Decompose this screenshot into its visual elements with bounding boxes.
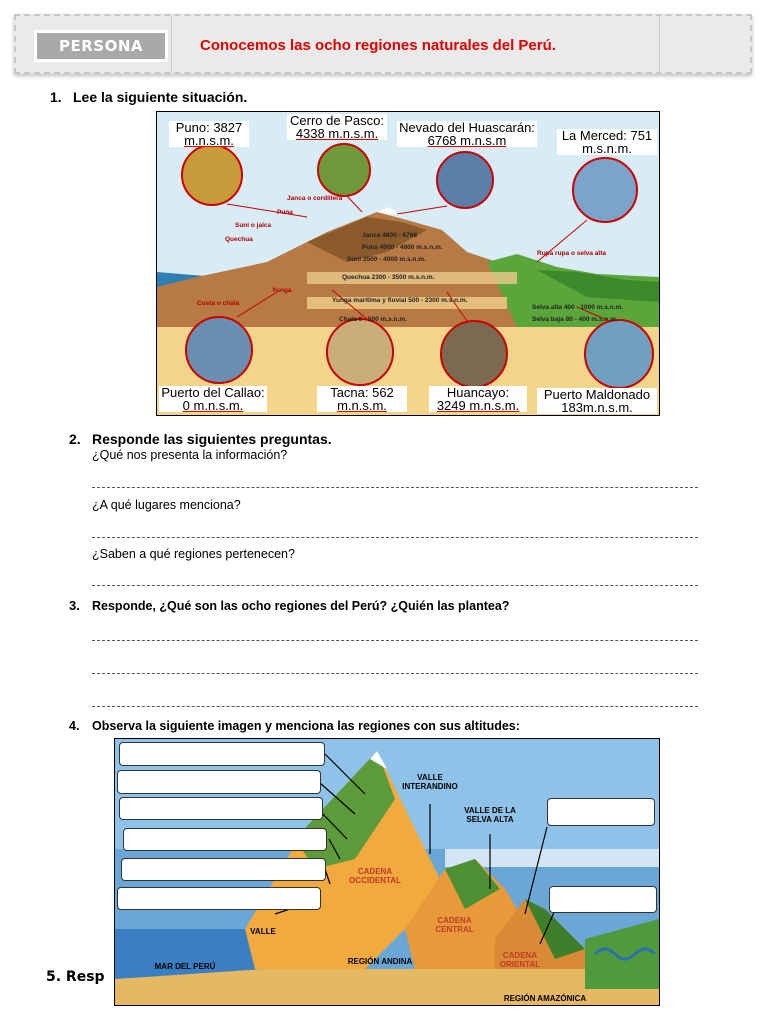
label-valle-interandino: VALLE INTERANDINO <box>402 773 458 791</box>
region-label-rupa-rupa: Rupa rupa o selva alta <box>537 250 606 257</box>
region-label-suni: Suni o jalca <box>235 222 272 229</box>
label-huascaran: Nevado del Huascarán: 6768 m.n.s.m <box>397 121 537 147</box>
answer-line[interactable] <box>92 487 698 488</box>
header-divider <box>659 16 660 72</box>
zone-chala: Chala 0 - 500 m.s.n.m. <box>339 316 407 323</box>
question-4-number: 4. <box>69 719 80 733</box>
answer-line[interactable] <box>92 640 698 641</box>
page-title: Conocemos las ocho regiones naturales del Perú. <box>200 37 556 54</box>
label-valle-selva-alta: VALLE DE LA SELVA ALTA <box>464 806 516 824</box>
question-3-text: Responde, ¿Qué son las ocho regiones del Perú? ¿Quién las plantea? <box>92 599 510 613</box>
answer-box-2[interactable] <box>117 770 321 794</box>
label-tacna: Tacna: 562 m.n.s.m. <box>317 386 407 412</box>
region-label-janca: Janca o cordillera <box>287 195 343 202</box>
label-puerto-maldonado: Puerto Maldonado 183m.n.s.m. <box>537 388 657 414</box>
label-cadena-central: CADENA CENTRAL <box>435 916 474 934</box>
question-1-text: Lee la siguiente situación. <box>73 89 248 105</box>
answer-box-6[interactable] <box>117 887 321 910</box>
region-label-puna: Puna <box>277 209 293 216</box>
zone-selva-alta: Selva alta 400 - 1000 m.s.n.m. <box>532 304 624 311</box>
persona-tag: PERSONA <box>34 30 168 62</box>
answer-line[interactable] <box>92 673 698 674</box>
question-2-sub-3: ¿Saben a qué regiones pertenecen? <box>92 547 295 561</box>
answer-box-5[interactable] <box>121 858 326 881</box>
question-2-sub-1: ¿Qué nos presenta la información? <box>92 448 288 462</box>
label-puno: Puno: 3827 m.n.s.m. <box>169 121 249 147</box>
zone-yunga: Yunga marítima y fluvial 500 - 2300 m.s.n.m. <box>332 297 468 304</box>
question-2-number: 2. <box>69 431 81 447</box>
zone-quechua: Quechua 2300 - 3500 m.s.n.m. <box>342 274 435 281</box>
zone-suni: Suni 3500 - 4000 m.s.n.m. <box>347 256 426 263</box>
zone-selva-baja: Selva baja 80 - 400 m.s.n.m. <box>532 316 618 323</box>
regions-illustration <box>157 112 659 415</box>
question-2-text: Responde las siguientes preguntas. <box>92 431 332 447</box>
label-cadena-oriental: CADENA ORIENTAL <box>499 951 541 969</box>
question-5-partial: 5. Resp <box>46 969 105 985</box>
question-2-sub-2: ¿A qué lugares menciona? <box>92 498 241 512</box>
answer-box-7[interactable] <box>547 798 655 826</box>
question-3-number: 3. <box>69 598 80 613</box>
header-divider <box>171 16 172 72</box>
answer-box-4[interactable] <box>123 828 327 851</box>
label-la-merced: La Merced: 751 m.s.n.m. <box>557 129 657 155</box>
label-cadena-occidental: CADENA OCCIDENTAL <box>349 867 401 885</box>
region-label-quechua: Quechua <box>225 236 253 243</box>
label-callao: Puerto del Callao: 0 m.n.s.m. <box>159 386 267 412</box>
label-region-amazonica: REGIÓN AMAZÓNICA <box>503 994 587 1003</box>
question-4-text: Observa la siguiente imagen y menciona las regiones con sus altitudes: <box>92 719 520 733</box>
label-cerro-de-pasco: Cerro de Pasco: 4338 m.n.s.m. <box>287 114 387 140</box>
label-huancayo: Huancayo: 3249 m.n.s.m. <box>429 386 527 412</box>
relief-figure <box>114 738 660 1006</box>
regions-figure <box>156 111 660 416</box>
answer-line[interactable] <box>92 537 698 538</box>
label-region-andina: REGIÓN ANDINA <box>347 957 413 966</box>
zone-janca: Janca 4800 - 6768 <box>362 232 417 239</box>
region-label-yunga: Yunga <box>272 287 292 294</box>
zone-puna: Puna 4000 - 4800 m.s.n.m. <box>362 244 443 251</box>
answer-line[interactable] <box>92 706 698 707</box>
answer-box-1[interactable] <box>119 742 325 766</box>
region-label-costa: Costa o chala <box>197 300 240 307</box>
answer-box-8[interactable] <box>549 886 657 913</box>
answer-line[interactable] <box>92 585 698 586</box>
label-mar-del-peru: MAR DEL PERÚ <box>154 962 216 971</box>
answer-box-3[interactable] <box>119 797 323 820</box>
label-valle: VALLE <box>250 927 276 936</box>
question-1-number: 1. <box>50 89 62 105</box>
